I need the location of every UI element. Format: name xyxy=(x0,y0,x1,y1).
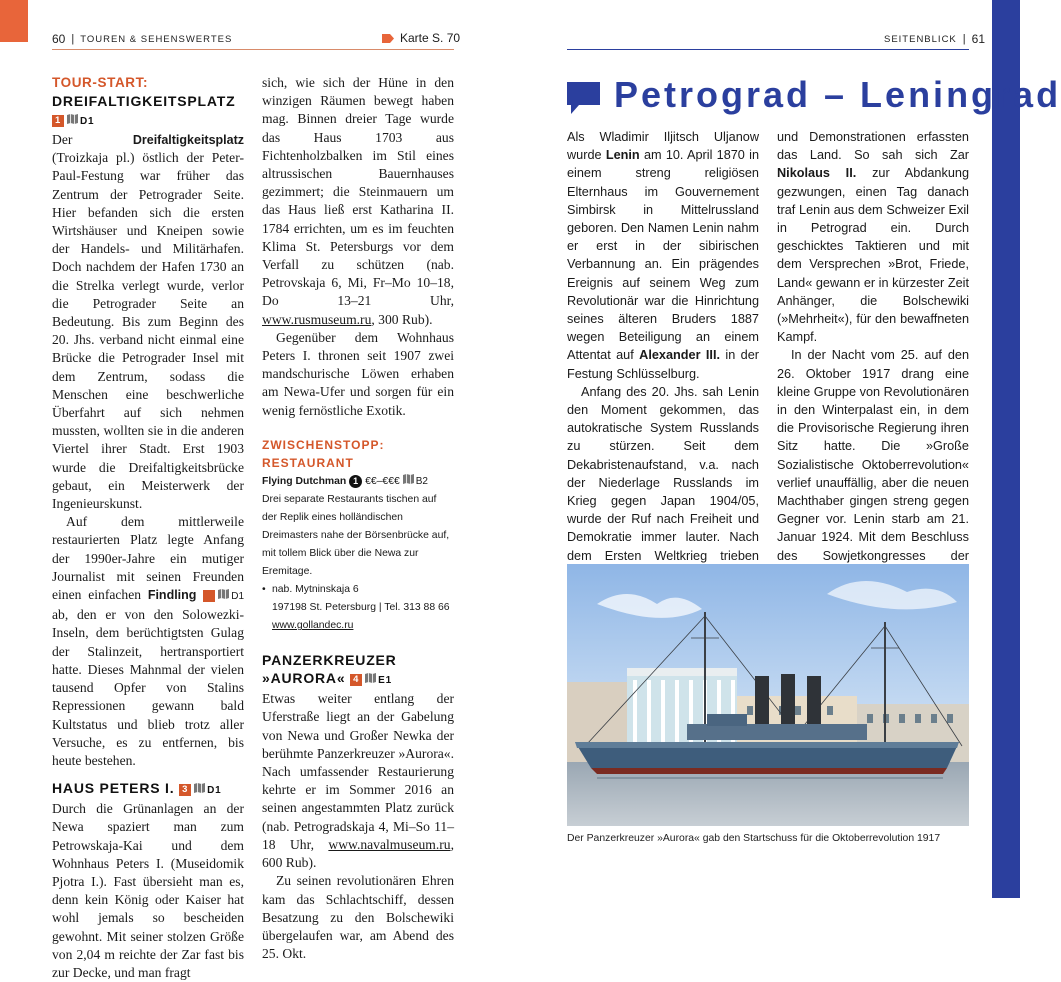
sight-badge-1: 1 xyxy=(52,115,64,127)
sight-badge-3: 3 xyxy=(179,784,191,796)
address-line-2: 197198 St. Petersburg | Tel. 313 88 66 xyxy=(272,602,450,614)
right-edge-band xyxy=(992,0,1020,898)
aurora-heading-line-1: PANZERKREUZER xyxy=(262,652,397,669)
grid-ref: D1 xyxy=(80,116,95,127)
aurora-heading-line-2 xyxy=(262,669,454,690)
paragraph: Auf dem mittlerweile restaurierten Platz legte Anfang der 1990er-Jahre ein mutiger Journalist mit seinen Freunden einen einfachen Findling D1 ab, den er von den Solowezki-Inseln, dem berüchtigtsten Gulag der Stalinzeit, hertransportiert hatte. Dieses Mahnmal der vielen tausend Opfer von Stalins Repressionen gewann bald Kultstatus und blieb trotz aller Versuche, es zu entfernen, bis heute bestehen. xyxy=(52,514,245,768)
paragraph: sich, wie sich der Hüne in den winzigen Räumen bewegt haben mag. Binnen dreier Tage wurde das Haus 1703 aus Fichtenholzbalken im Stil eines altrussischen Bauernhauses gezimmert; die Steinmauern um das Haus ließ erst Katharina II. 1784 errichten, um es im feuchten Klima St. Petersburgs vor dem Verfall zu schützen (nab. Petrovskaja 6, Mi, Fr–Mo 10–18, Do 13–21 Uhr, www.rusmuseum.ru, 300 Rub). xyxy=(262,75,454,327)
restaurant-website-link[interactable]: www.gollandec.ru xyxy=(272,620,354,632)
paragraph: Anfang des 20. Jhs. sah Lenin den Moment gekommen, das autokratische System Russlands zu stürzen. Seit dem Dekabristenaufstand, v.a. nach der Niederlage Russlands im Krieg gegen Japan 1904/05, wurde der Ruf nach Freiheit und Demokratie immer lauter. Nach dem Ersten Weltkrieg trieben xyxy=(567,384,759,563)
paragraph: und Demonstrationen erfassten das Land. So sah sich Zar Nikolaus II. zur Abdankung gezwungen, einen Tag danach traf Lenin aus dem Schweizer Exil in Petrograd ein. Durch geschicktes Taktieren und mit dem Versprechen »Brot, Friede, Land« gewann er in kürzester Zeit Anhänger, die Bolschewiki (»Mehrheit«), für den bewaffneten Kampf. xyxy=(777,130,970,345)
paragraph: Etwas weiter entlang der Uferstraße liegt an der Gabelung von Newa und Großer Newka der berühmte Panzerkreuzer »Aurora«. Nach umfassender Restaurierung kehrte er im Sommer 2016 an seinen angestammten Platz zurück (nab. Petrogradskaja 4, Mi–So 11–18 Uhr, www.navalmuseum.ru, 600 Rub). xyxy=(262,691,454,871)
restaurant-description: Drei separate Restaurants tischen auf der Replik eines holländischen Dreimasters nahe der Börsenbrücke auf, mit tollem Blick über die Newa zur Eremitage. xyxy=(262,494,450,578)
bold-term: Dreifaltigkeitsplatz xyxy=(132,133,244,147)
rusmuseum-link[interactable]: www.rusmuseum.ru xyxy=(262,311,372,327)
restaurant-stop-label: ZWISCHENSTOPP: RESTAURANT xyxy=(262,437,385,471)
map-reference[interactable] xyxy=(382,31,460,45)
left-page-header: 60 | TOUREN & SEHENSWERTES xyxy=(52,32,233,46)
paragraph: Zu seinen revolutionären Ehren kam das Schlachtschiff, dessen Besatzung zu den Bolschewiki übergelaufen war, am Abend des 25. Okt. xyxy=(262,873,454,962)
haus-peters-heading xyxy=(52,779,244,800)
bold-term: Lenin xyxy=(605,148,640,163)
right-header-rule xyxy=(567,49,969,50)
map-arrow-icon xyxy=(382,34,394,43)
aurora-title: »AURORA« xyxy=(262,670,346,687)
map-marker-icon xyxy=(218,589,229,599)
photo-caption: Der Panzerkreuzer »Aurora« gab den Startschuss für die Oktoberrevolution 1917 xyxy=(567,833,941,844)
paragraph: Durch die Grünanlagen an der Newa spaziert man zum Petrowskaja-Kai und dem Wohnhaus Peters I. (Museidomik Pjotra I.). Fast übersieht man es, denn kein König oder Kaiser hat wohl jemals so bescheiden gewohnt. Mit seiner stolzen Größe von 2,04 m reichte der Zar fast bis zur Decke, und man fragt xyxy=(52,801,244,980)
circle-number-icon: 1 xyxy=(349,475,362,488)
map-marker-icon xyxy=(194,783,205,793)
tour-start-title: DREIFALTIGKEITSPLATZ xyxy=(52,93,236,109)
bold-term: Nikolaus II. xyxy=(777,166,857,181)
left-column-1 xyxy=(52,74,244,982)
sidebar-title: Petrograd – Leningrad xyxy=(614,74,1061,115)
paragraph: Gegenüber dem Wohnhaus Peters I. thronen seit 1907 zwei mandschurische Löwen erhaben am Newa-Ufer und sorgen für ein wenig fernöstliche Exotik. xyxy=(262,329,454,418)
map-marker-icon xyxy=(403,474,414,484)
left-page-number: 60 xyxy=(52,32,66,46)
paragraph: Als Wladimir Iljitsch Uljanow wurde Lenin am 10. April 1870 in einem streng religiösen Elternhaus im Gouvernement Simbirsk in Mittelrussland geboren. Den Namen Lenin nahm er erst in der sibirischen Verbannung an. Ein prägendes Ereignis auf seinem Weg zum Revolutionär war die Hinrichtung seines älteren Bruders 1887 wegen Beteiligung an einem Attentat auf Alexander III. in der Festung Schlüsselburg. xyxy=(567,130,759,381)
right-page-number: 61 xyxy=(971,32,985,46)
bold-term: Alexander III. xyxy=(639,348,720,363)
right-page-header: SEITENBLICK | 61 xyxy=(884,32,985,46)
left-section-name: TOUREN & SEHENSWERTES xyxy=(80,33,233,45)
map-reference-label: Karte S. 70 xyxy=(400,31,461,45)
sight-badge-4: 4 xyxy=(350,674,362,686)
map-marker-icon xyxy=(365,673,376,683)
navalmuseum-link[interactable]: www.navalmuseum.ru xyxy=(328,836,451,852)
right-column-2 xyxy=(777,128,969,619)
price-range: €€–€€€ xyxy=(365,476,400,488)
speech-bubble-icon xyxy=(567,82,600,114)
restaurant-name: Flying Dutchman xyxy=(262,476,347,488)
grid-ref: D1 xyxy=(207,785,222,797)
aurora-photo xyxy=(567,564,969,826)
sight-badge-2 xyxy=(203,590,215,602)
grid-ref: E1 xyxy=(378,675,392,687)
left-header-rule xyxy=(52,49,454,50)
address-line-1: nab. Mytninskaja 6 xyxy=(272,584,359,596)
paragraph: Der Dreifaltigkeitsplatz (Troizkaja pl.) östlich der Peter-Paul-Festung war früher das Zentrum der Petrograder Seite. Hier befanden sich die ersten Wirtshäuser und Kneipen sowie der Handels- und Militärhafen. Doch nachdem der Hafen 1730 an die Strelka verlegt wurde, verlor die Petrograder Seite an Bedeutung. Bis zum Beginn des 20. Jhs. verband nicht einmal eine Brücke die Petrograder Insel mit dem Zentrum, sodass die Menschen eine beschwerliche Überfahrt auf sich nehmen mussten, wollten sie in die anderen Viertel ihrer Stadt. Erst 1903 wurde die Dreifaltigkeitsbrücke gebaut, ein Meisterwerk der Ingenieurskunst. xyxy=(52,132,244,512)
restaurant-stop-box xyxy=(262,436,454,635)
right-section-name: SEITENBLICK xyxy=(884,33,957,45)
right-column-1 xyxy=(567,128,759,619)
paragraph: In der Nacht vom 25. auf den 26. Oktober 1917 drang eine kleine Gruppe von Revolutionären in den Winterpalast ein, in dem die Provisorische Regierung ihren Sitz hatte. Die »Große Sozialistische Oktoberrevolution« verlief unauffällig, aber die neuen Machthaber gingen streng gegen Gegner vor. Lenin starb am 21. Januar 1924. Mit dem Beschluss des Sowjetkongresses der xyxy=(777,348,969,563)
map-marker-icon xyxy=(67,114,78,124)
grid-ref: B2 xyxy=(415,476,428,488)
left-corner-tab xyxy=(0,0,28,42)
bold-term: Findling xyxy=(147,588,197,603)
haus-peters-title: HAUS PETERS I. xyxy=(52,780,175,797)
tour-start-label: TOUR-START: xyxy=(52,75,149,90)
grid-ref: D1 xyxy=(231,591,245,603)
left-column-2 xyxy=(262,74,454,963)
tour-start-heading xyxy=(52,92,244,131)
restaurant-address: • nab. Mytninskaja 6 197198 St. Petersburg | Tel. 313 88 66 www.gollandec.ru xyxy=(262,581,454,635)
